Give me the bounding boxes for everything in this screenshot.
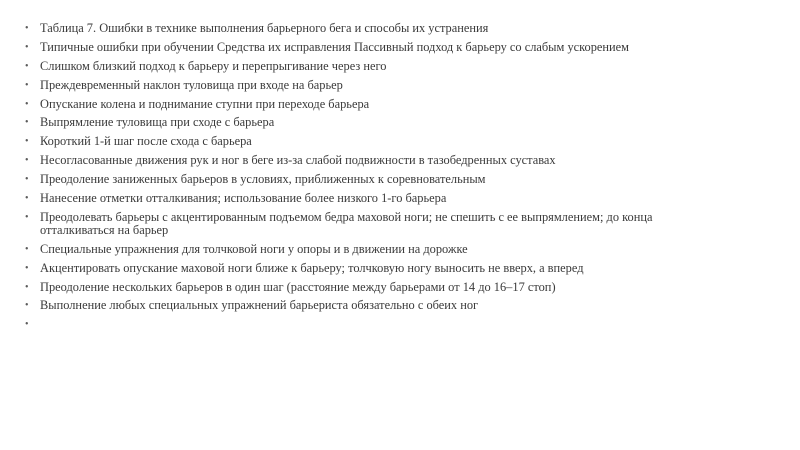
bullet-icon: •	[25, 243, 29, 255]
list-item-text: Слишком близкий подход к барьеру и перепрыгивание через него	[40, 58, 387, 73]
list-item	[24, 192, 724, 205]
list-item	[24, 262, 724, 275]
list-item-text: Акцентировать опускание маховой ноги ближе к барьеру; толчковую ногу выносить не вверх, а вперед	[40, 260, 584, 275]
list-item	[24, 243, 724, 256]
bullet-icon: •	[25, 79, 29, 91]
bullet-icon: •	[25, 136, 29, 148]
bullet-icon: •	[25, 211, 29, 223]
list-item-text: Преодоление заниженных барьеров в условиях, приближенных к соревновательным	[40, 172, 486, 187]
list-item	[24, 299, 724, 312]
bullet-icon: •	[25, 23, 29, 34]
list-item	[24, 116, 724, 129]
list-item-text: Несогласованные движения рук и ног в беге из-за слабой подвижности в тазобедренных суставах	[40, 153, 556, 168]
list-item	[24, 281, 724, 294]
list-item-text: Специальные упражнения для толчковой ноги у опоры и в движении на дорожке	[40, 241, 468, 256]
list-item-text: Преждевременный наклон туловища при входе на барьер	[40, 77, 343, 92]
list-item	[24, 154, 724, 167]
bullet-icon: •	[25, 98, 29, 110]
bullet-icon: •	[25, 117, 29, 129]
list-item	[24, 211, 724, 237]
bullet-icon: •	[25, 300, 29, 312]
list-item-text: Нанесение отметки отталкивания; использование более низкого 1-го барьера	[40, 191, 447, 206]
list-item-text: Преодолевать барьеры с акцентированным подъемом бедра маховой ноги; не спешить с ее выпрямлением; до конца отталкиваться на барьер	[40, 209, 653, 237]
list-item-text: Таблица 7. Ошибки в технике выполнения барьерного бега и способы их устранения	[40, 21, 489, 35]
bullet-icon: •	[25, 174, 29, 186]
bullet-icon: •	[25, 319, 29, 331]
list-item-text: Выполнение любых специальных упражнений барьериста обязательно с обеих ног	[40, 298, 479, 313]
list-item	[24, 135, 724, 148]
bullet-icon: •	[25, 281, 29, 293]
list-item-text: Выпрямление туловища при сходе с барьера	[40, 115, 275, 130]
list-item	[24, 79, 724, 92]
list-item	[24, 173, 724, 186]
list-item	[24, 98, 724, 111]
list-item-text: Короткий 1-й шаг после схода с барьера	[40, 134, 252, 149]
list-item-text: Опускание колена и поднимание ступни при переходе барьера	[40, 96, 370, 111]
slide-content	[24, 21, 724, 331]
list-item-text: Типичные ошибки при обучении Средства их исправления Пассивный подход к барьеру со слабым ускорением	[40, 39, 630, 54]
list-item	[24, 60, 724, 73]
bullet-icon: •	[25, 193, 29, 205]
bullet-icon: •	[25, 41, 29, 53]
list-item	[24, 22, 724, 35]
bullet-list	[24, 21, 724, 331]
list-item	[24, 41, 724, 54]
list-item-text: Преодоление нескольких барьеров в один шаг (расстояние между барьерами от 14 до 16–17 стоп)	[40, 279, 556, 294]
bullet-icon: •	[25, 262, 29, 274]
bullet-icon: •	[25, 60, 29, 72]
bullet-icon: •	[25, 155, 29, 167]
